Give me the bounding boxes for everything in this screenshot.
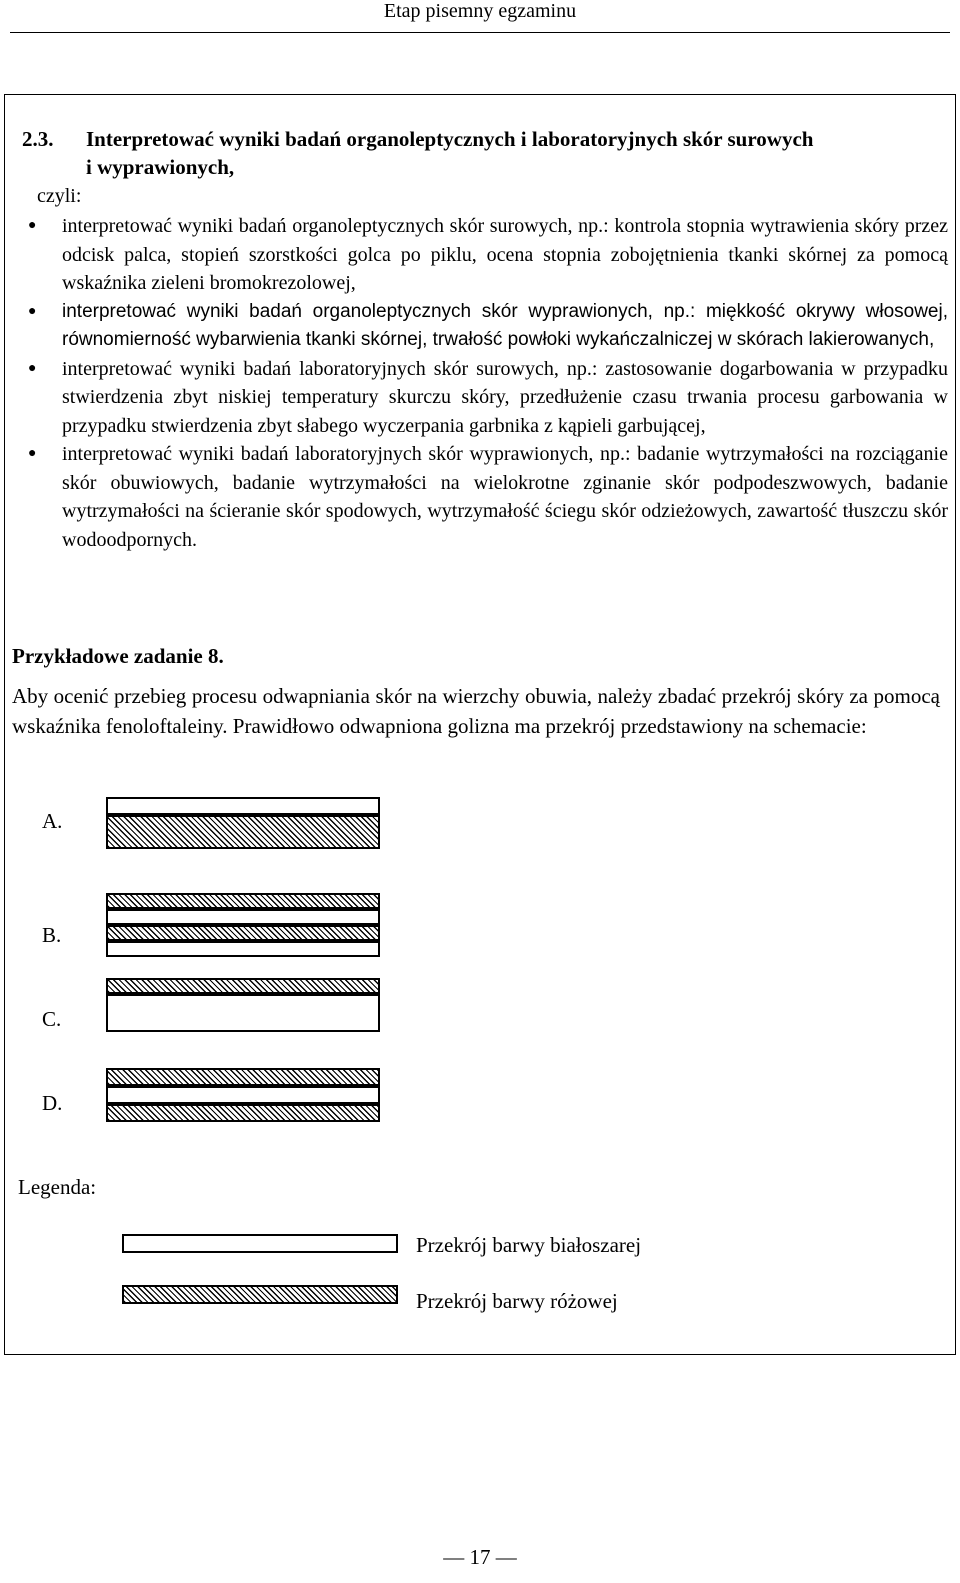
legend-white-label: Przekrój barwy białoszarej bbox=[416, 1233, 642, 1257]
option-d-pink-layer-1 bbox=[106, 1068, 380, 1086]
section-heading-line2: i wyprawionych, bbox=[86, 155, 235, 179]
section-heading-line1: Interpretować wyniki badań organoleptycznych i laboratoryjnych skór surowych bbox=[86, 127, 814, 151]
czyli-label: czyli: bbox=[37, 185, 82, 207]
running-header: Etap pisemny egzaminu bbox=[383, 0, 577, 22]
option-b-pink-layer-2 bbox=[106, 925, 380, 941]
section-number: 2.3. bbox=[22, 127, 54, 151]
bullet-text: interpretować wyniki badań organoleptycznych skór surowych, np.: kontrola stopnia wytrawienia skóry przez odcisk palca, stopień szorstkości golca po piklu, ocena stopnia zobojętnienia tkanki skórnej za pomocą wskaźnika zieleni bromokrezolowej, bbox=[62, 215, 948, 294]
bullet-icon: ● bbox=[28, 360, 37, 376]
header-rule bbox=[10, 32, 950, 33]
bullet-text: interpretować wyniki badań laboratoryjnych skór surowych, np.: zastosowanie dogarbowania w przypadku stwierdzenia zbyt niskiej temperatury skurczu skóry, przedłużenie czasu trwania procesu garbowania w przypadku stwierdzenia zbyt słabego wyczerpania garbnika z kąpieli garbującej, bbox=[62, 357, 948, 437]
option-b-pink-layer-1 bbox=[106, 893, 380, 909]
page-number: — 17 — bbox=[443, 1545, 517, 1569]
bullet-text: interpretować wyniki badań organoleptycznych skór wyprawionych, np.: miękkość okrywy włosowej, równomierność wybarwienia tkanki skórnej, trwałość powłoki wykańczalniczej w skórach lakierowanych, bbox=[62, 300, 948, 350]
legend-pink-label: Przekrój barwy różowej bbox=[416, 1289, 618, 1313]
option-c-label: C. bbox=[42, 1007, 62, 1031]
legend-white-swatch bbox=[122, 1234, 398, 1253]
task-text: Aby ocenić przebieg procesu odwapniania skór na wierzchy obuwia, należy zbadać przekrój skóry za pomocą wskaźnika fenoloftaleiny. Prawidłowo odwapniona golizna ma przekrój przedstawiony na schemacie: bbox=[12, 684, 940, 738]
task-title: Przykładowe zadanie 8. bbox=[12, 644, 224, 668]
section-heading bbox=[22, 125, 952, 181]
option-b-white-layer-1 bbox=[106, 909, 380, 925]
list-item bbox=[0, 212, 960, 298]
bullet-icon: ● bbox=[28, 446, 37, 461]
option-a-white-layer bbox=[106, 797, 380, 815]
list-item bbox=[0, 298, 960, 355]
option-c-white-layer bbox=[106, 994, 380, 1032]
option-a-pink-layer bbox=[106, 815, 380, 849]
list-item bbox=[0, 440, 960, 554]
bullet-icon: ● bbox=[28, 303, 37, 319]
option-b-label: B. bbox=[42, 923, 62, 947]
option-b-white-layer-2 bbox=[106, 941, 380, 957]
legend-title: Legenda: bbox=[18, 1175, 97, 1199]
bullet-icon: ● bbox=[28, 218, 37, 233]
bullet-list bbox=[0, 212, 960, 554]
list-item bbox=[0, 355, 960, 441]
option-a-label: A. bbox=[42, 809, 63, 833]
option-d-pink-layer-2 bbox=[106, 1104, 380, 1122]
option-d-label: D. bbox=[42, 1091, 63, 1115]
option-c-pink-layer bbox=[106, 978, 380, 994]
option-d-white-layer bbox=[106, 1086, 380, 1104]
bullet-text: interpretować wyniki badań laboratoryjnych skór wyprawionych, np.: badanie wytrzymałości na rozciąganie skór obuwiowych, badanie wytrzymałości na wielokrotne zginanie skór podpodeszwowych, badanie wytrzymałości na ścieranie skór spodowych, wytrzymałość ściegu skór odzieżowych, zawartość tłuszczu skór wodoodpornych. bbox=[62, 443, 948, 551]
legend-pink-swatch bbox=[122, 1285, 398, 1304]
